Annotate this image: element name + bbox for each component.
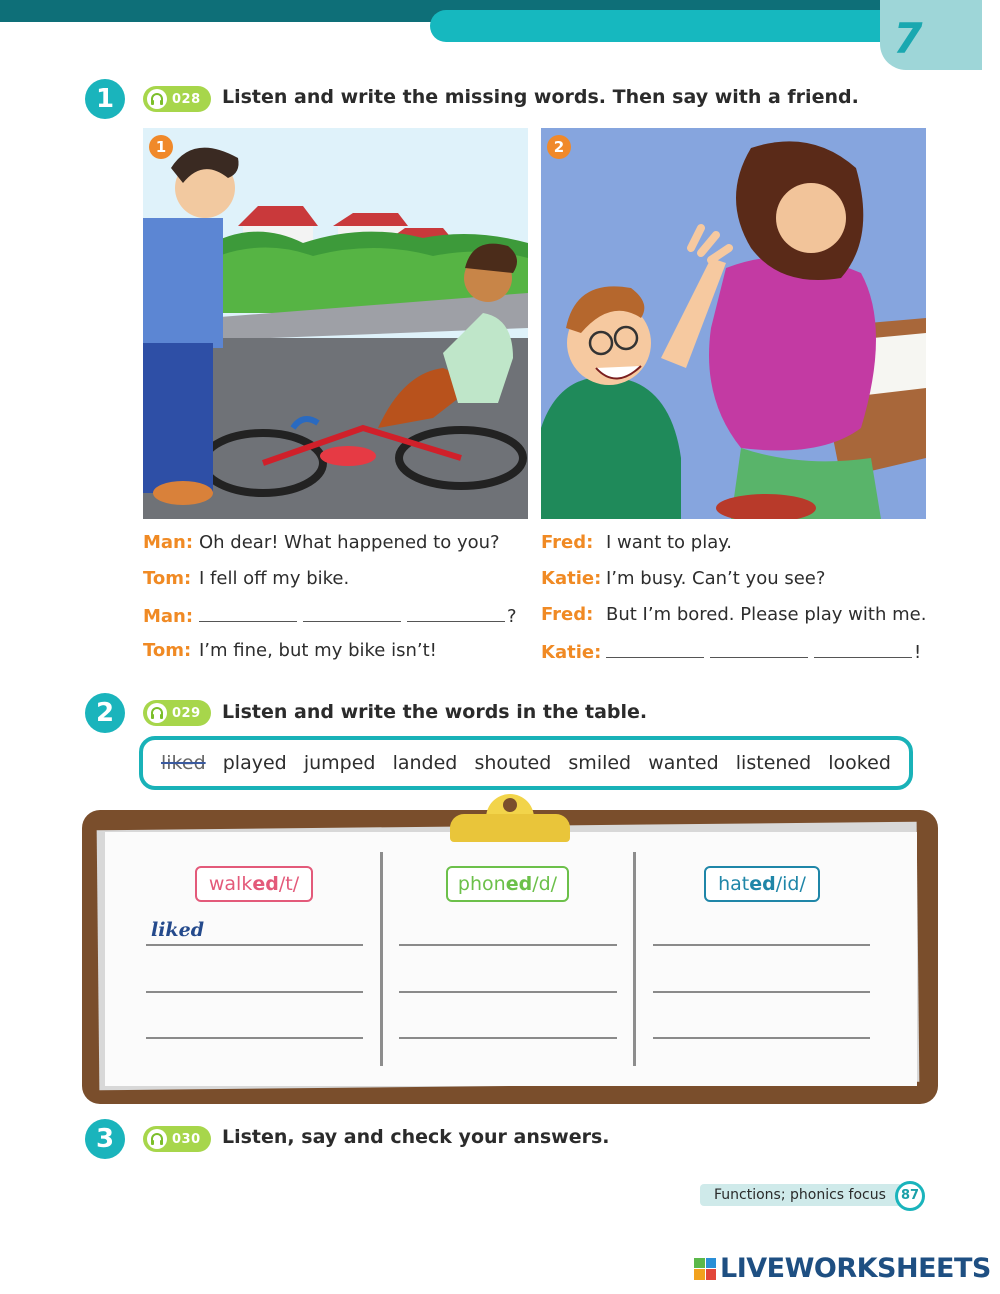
- word-bank-item: listened: [735, 752, 812, 774]
- word-bank-item: played: [222, 752, 287, 774]
- column-head-d: [446, 866, 569, 902]
- column-divider: [633, 852, 636, 1066]
- column-ending: ed: [252, 873, 279, 895]
- answer-line[interactable]: [146, 1037, 363, 1039]
- column-head-id: [704, 866, 820, 902]
- picture-badge: 2: [547, 135, 571, 159]
- dialogue-end-punct: !: [914, 642, 922, 663]
- dialogue-end-punct: ?: [507, 606, 517, 627]
- answer-line[interactable]: [399, 944, 617, 946]
- answer-blank[interactable]: [606, 640, 704, 658]
- word-bank-item: wanted: [648, 752, 719, 774]
- column-ending: ed: [749, 873, 776, 895]
- word-bank-item: shouted: [474, 752, 552, 774]
- dialogue-line: [541, 640, 921, 663]
- audio-track-029[interactable]: [143, 700, 211, 726]
- speaker: Fred:: [541, 604, 594, 625]
- audio-track-028[interactable]: [143, 86, 211, 112]
- speaker: Man:: [143, 606, 194, 627]
- column-divider: [380, 852, 383, 1066]
- brand-name: LIVEWORKSHEETS: [720, 1253, 991, 1284]
- column-sound: /id/: [775, 873, 806, 895]
- answer-blank[interactable]: [407, 604, 505, 622]
- answer-line[interactable]: [399, 991, 617, 993]
- speaker: Tom:: [143, 640, 192, 661]
- answer-blank[interactable]: [814, 640, 912, 658]
- dialogue-text: I’m fine, but my bike isn’t!: [199, 640, 437, 661]
- brand-mark-icon: [694, 1258, 716, 1280]
- example-answer: liked: [151, 919, 204, 941]
- column-root: walk: [208, 873, 253, 895]
- audio-track-number: 030: [172, 1131, 201, 1147]
- exercise-1-instruction: Listen and write the missing words. Then say with a friend.: [222, 86, 859, 108]
- answer-line[interactable]: [653, 1037, 870, 1039]
- column-sound: /t/: [278, 873, 300, 895]
- header-pill: [430, 10, 900, 42]
- exercise-2-number: 2: [85, 693, 125, 733]
- word-bank-item: jumped: [303, 752, 376, 774]
- dialogue-line: [143, 532, 500, 553]
- dialogue-text: But I’m bored. Please play with me.: [606, 604, 927, 625]
- section-label: Functions; phonics focus: [700, 1184, 900, 1206]
- answer-line[interactable]: [653, 944, 870, 946]
- answer-blank[interactable]: [710, 640, 808, 658]
- audio-track-number: 029: [172, 705, 201, 721]
- word-bank-item: looked: [828, 752, 891, 774]
- unit-number: 7: [893, 14, 923, 63]
- dialogue-line: [143, 568, 349, 589]
- exercise-3-number: 3: [85, 1119, 125, 1159]
- answer-blank[interactable]: [303, 604, 401, 622]
- headphones-icon: [147, 703, 167, 723]
- answer-line[interactable]: [146, 944, 363, 946]
- column-sound: /d/: [532, 873, 558, 895]
- headphones-icon: [147, 89, 167, 109]
- picture-bike-accident: [143, 128, 528, 519]
- column-root: phon: [457, 873, 506, 895]
- speaker: Man:: [143, 532, 194, 553]
- column-root: hat: [718, 873, 750, 895]
- audio-track-number: 028: [172, 91, 201, 107]
- column-head-t: [195, 866, 313, 902]
- picture-bored-boy: [541, 128, 926, 519]
- answer-line[interactable]: [146, 991, 363, 993]
- picture-badge: 1: [149, 135, 173, 159]
- speaker: Fred:: [541, 532, 594, 553]
- dialogue-line: [143, 640, 437, 661]
- dialogue-text: I fell off my bike.: [199, 568, 350, 589]
- page-number: 87: [895, 1181, 925, 1211]
- exercise-2-instruction: Listen and write the words in the table.: [222, 701, 648, 723]
- word-bank: [139, 736, 913, 790]
- dialogue-line: [143, 604, 517, 627]
- word-bank-item: smiled: [568, 752, 632, 774]
- word-bank-item: liked: [161, 752, 206, 774]
- dialogue-text: Oh dear! What happened to you?: [199, 532, 500, 553]
- dialogue-text: I’m busy. Can’t you see?: [606, 568, 826, 589]
- answer-line[interactable]: [653, 991, 870, 993]
- answer-blank[interactable]: [199, 604, 297, 622]
- dialogue-line: [541, 568, 825, 589]
- clip-base: [450, 814, 570, 842]
- answer-line[interactable]: [399, 1037, 617, 1039]
- exercise-3-instruction: Listen, say and check your answers.: [222, 1126, 610, 1148]
- exercise-1-number: 1: [85, 79, 125, 119]
- clip-hole: [503, 798, 517, 812]
- word-bank-item: landed: [392, 752, 458, 774]
- speaker: Tom:: [143, 568, 192, 589]
- headphones-icon: [147, 1129, 167, 1149]
- dialogue-line: [541, 532, 732, 553]
- dialogue-text: I want to play.: [606, 532, 733, 553]
- speaker: Katie:: [541, 642, 602, 663]
- brand-logo: [694, 1253, 991, 1284]
- speaker: Katie:: [541, 568, 602, 589]
- audio-track-030[interactable]: [143, 1126, 211, 1152]
- column-ending: ed: [505, 873, 533, 895]
- dialogue-line: [541, 604, 926, 625]
